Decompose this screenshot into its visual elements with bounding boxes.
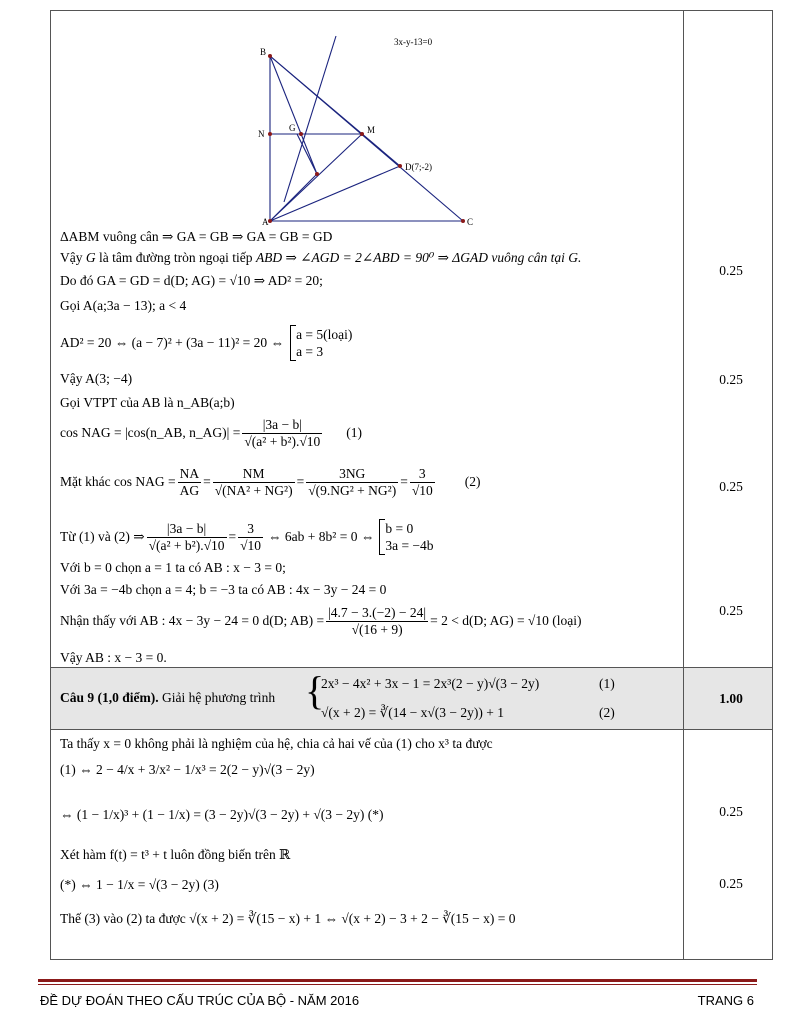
line-8-a: cos NAG = |cos(n_AB, n_AG)| =: [60, 424, 241, 440]
line-7: Gọi VTPT của AB là n_AB(a;b): [60, 395, 235, 410]
label-b: B: [260, 47, 267, 57]
equation-tag-2: (2): [599, 705, 615, 720]
footer-title: ĐỀ DỰ ĐOÁN THEO CẤU TRÚC CỦA BỘ - NĂM 2016: [40, 993, 360, 1008]
equation-1: 2x³ − 4x² + 3x − 1 = 2x³(2 − y)√(3 − 2y): [321, 676, 540, 691]
denominator: AG: [179, 482, 200, 498]
label-n: N: [258, 129, 265, 139]
fraction: [326, 605, 428, 637]
question-title: Câu 9 (1,0 điểm).: [60, 690, 159, 705]
fraction: [306, 466, 398, 498]
line-9: Mặt khác cos NAG = $\frac{NA}{AG}$ = $\frac{NM}{\text{√(NA² + NG²)}}$ = $\frac{3NG}{\text{√(9.NG² + NG²)}}$ = $\frac{3}{√10}$ (2): [60, 466, 481, 498]
score: 0.25: [719, 263, 743, 278]
equation-tag-1: (1): [599, 676, 615, 691]
tag-1: (1): [346, 424, 363, 440]
label-c: C: [467, 217, 474, 226]
denominator: √(16 + 9): [351, 621, 403, 637]
line-10-b: ⇔ 6ab + 8b² = 0 ⇔: [268, 528, 375, 544]
numerator: NM: [213, 466, 295, 483]
denominator: √(9.NG² + NG²): [308, 482, 397, 498]
line-label: 3x-y-13=0: [394, 37, 433, 47]
line-14: Vậy AB : x − 3 = 0.: [60, 650, 167, 665]
score: 0.25: [719, 603, 743, 618]
numerator: NA: [179, 466, 200, 481]
score-total: 1.00: [719, 691, 743, 706]
label-a: A: [262, 217, 269, 226]
line-13-a: Nhận thấy với AB : 4x − 3y − 24 = 0 d(D; AB) =: [60, 612, 325, 628]
line-5: [60, 325, 352, 361]
row-divider: [51, 729, 772, 730]
line-2-c: là tâm đường tròn ngoại tiếp: [95, 250, 256, 265]
numerator: |4.7 − 3.(−2) − 24|: [328, 605, 427, 620]
fraction: [147, 521, 227, 553]
line-9-a: Mặt khác cos NAG =: [60, 473, 176, 489]
label-m: M: [367, 125, 376, 135]
equation-2: √(x + 2) = ∛(14 − x√(3 − 2y)) + 1: [321, 705, 504, 720]
case-1: a = 5(loại): [296, 327, 353, 342]
denominator: √10: [411, 482, 433, 498]
line-10-a: Từ (1) và (2) ⇒: [60, 528, 145, 544]
solution-line-6: Thế (3) vào (2) ta được √(x + 2) = ∛(15 − x) + 1 ⇔ √(x + 2) − 3 + 2 − ∛(15 − x) = 0: [60, 911, 516, 926]
line-2-b: G: [85, 250, 96, 265]
column-divider: [683, 11, 684, 959]
line-6: Vậy A(3; −4): [60, 371, 133, 386]
label-g: G: [289, 123, 296, 133]
line-13-b: = 2 < d(D; AG) = √10 (loại): [430, 612, 582, 628]
line-2-a: Vậy: [60, 250, 86, 265]
line-5-cases: [296, 326, 352, 360]
line-2: [60, 251, 581, 266]
solution-line-5: (*) ⇔ 1 − 1/x = √(3 − 2y) (3): [60, 877, 219, 892]
solution-line-4: Xét hàm f(t) = t³ + t luôn đồng biến trên ℝ: [60, 847, 291, 862]
line-5-eq: AD² = 20 ⇔ (a − 7)² + (3a − 11)² = 20 ⇔: [60, 334, 285, 350]
line-1: ΔABM vuông cân ⇒ GA = GB ⇒ GA = GB = GD: [60, 229, 333, 244]
fraction: [213, 466, 295, 498]
line-4: Gọi A(a;3a − 13); a < 4: [60, 298, 187, 313]
tag-2: (2): [464, 473, 481, 489]
line-8: [60, 417, 362, 449]
footer-rule: [38, 979, 757, 982]
score: 0.25: [719, 372, 743, 387]
fraction: [242, 417, 322, 449]
numerator: |3a − b|: [147, 521, 227, 538]
solution-line-2: (1) ⇔ 2 − 4/x + 3/x² − 1/x³ = 2(2 − y)√(3 − 2y): [60, 762, 315, 777]
line-10: Từ (1) và (2) ⇒ $\frac{|3a - b|}{\text{√(a² + b²).√10}}$ = $\frac{3}{√10}$ ⇔ 6ab + 8b² = 0 ⇔ b = 0 3a = −4b: [60, 520, 434, 553]
line-11: Với b = 0 chọn a = 1 ta có AB : x − 3 = 0;: [60, 560, 286, 575]
fraction: [178, 466, 202, 498]
question-heading: [60, 691, 275, 706]
case-1: b = 0: [385, 521, 414, 536]
fraction: [410, 466, 435, 498]
footer-rule-thin: [38, 984, 757, 985]
score: 0.25: [719, 876, 743, 891]
line-3: Do đó GA = GD = d(D; AG) = √10 ⇒ AD² = 20;: [60, 273, 323, 288]
system-brace: {: [305, 668, 325, 713]
page-number: TRANG 6: [697, 993, 754, 1008]
solution-line-1: Ta thấy x = 0 không phải là nghiệm của hệ, chia cả hai vế của (1) cho x³ ta được: [60, 736, 493, 751]
line-12: Với 3a = −4b chọn a = 4; b = −3 ta có AB : 4x − 3y − 24 = 0: [60, 582, 387, 597]
numerator: 3NG: [306, 466, 398, 483]
numerator: |3a − b|: [242, 417, 322, 434]
denominator: √(NA² + NG²): [214, 482, 293, 498]
row-divider: [51, 667, 772, 668]
denominator: √(a² + b²).√10: [244, 433, 321, 449]
case-2: 3a = −4b: [385, 538, 434, 553]
score: 0.25: [719, 479, 743, 494]
numerator: 3: [238, 521, 263, 538]
line-10-cases: [385, 520, 433, 554]
denominator: √10: [240, 537, 262, 553]
line-2-d: ABD ⇒ ∠AGD = 2∠ABD = 90⁰ ⇒ ΔGAD vuông cân tại G.: [255, 250, 582, 265]
label-d: D(7;-2): [405, 162, 432, 172]
fraction: [238, 521, 263, 553]
question-text: Giải hệ phương trình: [158, 690, 276, 705]
line-13: [60, 605, 581, 637]
solution-line-3: ⇔ (1 − 1/x)³ + (1 − 1/x) = (3 − 2y)√(3 − 2y) + √(3 − 2y) (*): [60, 807, 384, 822]
denominator: √(a² + b²).√10: [148, 537, 225, 553]
geometry-diagram: [251, 21, 511, 226]
numerator: 3: [410, 466, 435, 483]
score: 0.25: [719, 804, 743, 819]
answer-table: [50, 10, 773, 960]
case-2: a = 3: [296, 344, 324, 359]
